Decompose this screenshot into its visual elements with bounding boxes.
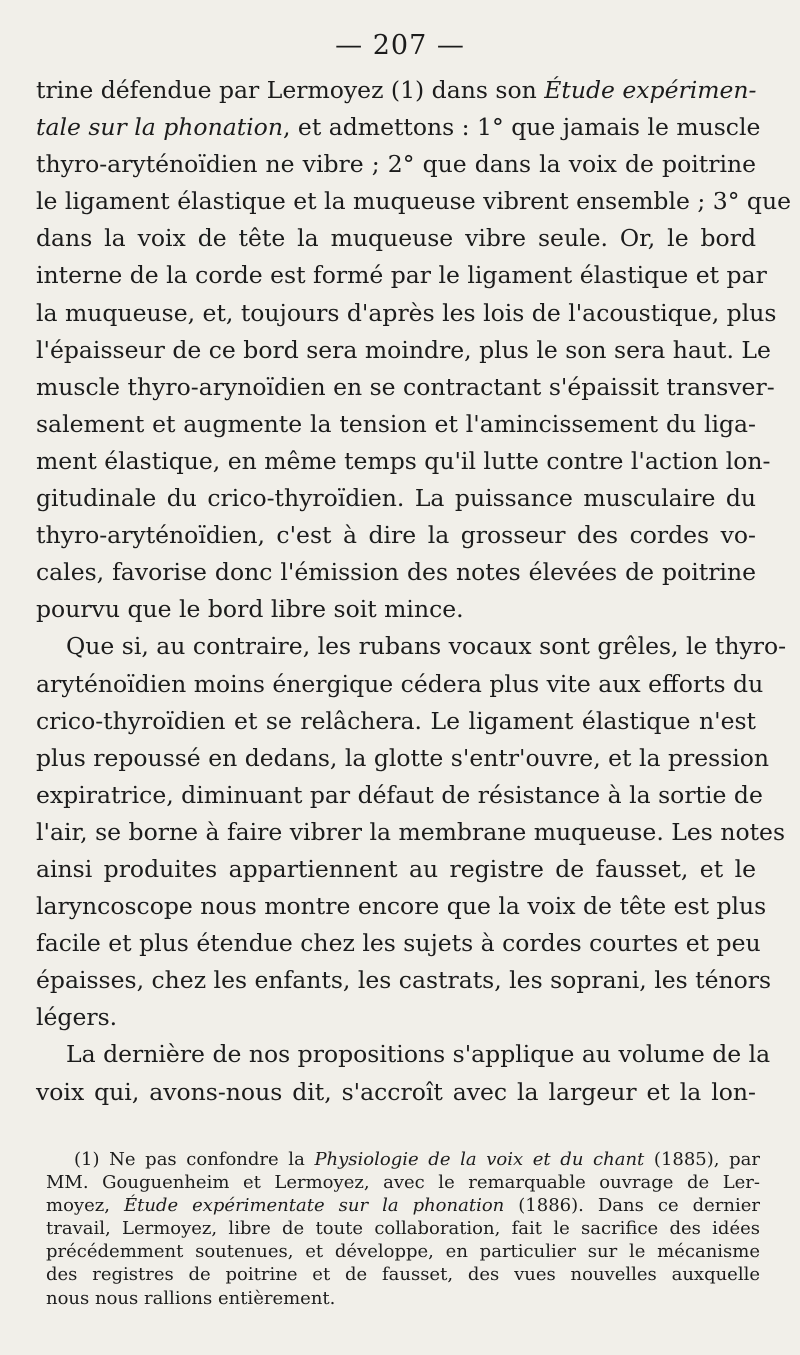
footnote-line: travail, Lermoyez, libre de toute collaboration, fait le sacrifice des idées <box>46 1218 760 1240</box>
text-line: l'épaisseur de ce bord sera moindre, plus le son sera haut. Le <box>36 335 771 364</box>
page-number: — 207 — <box>335 30 465 61</box>
text-line: salement et augmente la tension et l'amincissement du liga- <box>36 409 756 438</box>
text-line: crico-thyroïdien et se relâchera. Le ligament élastique n'est <box>36 706 756 735</box>
text-line: ainsi produites appartiennent au registre de fausset, et le <box>36 854 756 883</box>
text-line: voix qui, avons-nous dit, s'accroît avec la largeur et la lon- <box>36 1077 756 1106</box>
text-line: l'air, se borne à faire vibrer la membrane muqueuse. Les notes <box>36 817 786 846</box>
footnote-line: moyez, Étude expérimentate sur la phonation (1886). Dans ce dernier <box>46 1195 760 1217</box>
text-line: La dernière de nos propositions s'applique au volume de la <box>66 1040 771 1069</box>
text-line: expiratrice, diminuant par défaut de résistance à la sortie de <box>36 780 763 809</box>
text-line: aryténoïdien moins énergique cédera plus vite aux efforts du <box>36 669 764 698</box>
text-line: légers. <box>36 1003 118 1032</box>
text-line: interne de la corde est formé par le ligament élastique et par <box>36 261 767 290</box>
footnote-line: nous nous rallions entièrement. <box>46 1287 336 1309</box>
text-line: muscle thyro-arynoïdien en se contractant s'épaissit transver- <box>36 372 775 401</box>
text-line: facile et plus étendue chez les sujets à cordes courtes et peu <box>36 929 761 958</box>
text-line: thyro-aryténoïdien, c'est à dire la grosseur des cordes vo- <box>36 521 756 550</box>
text-line: épaisses, chez les enfants, les castrats, les soprani, les ténors <box>36 966 772 995</box>
body-text <box>36 72 792 1111</box>
text-line: laryncoscope nous montre encore que la voix de tête est plus <box>36 892 767 921</box>
text-line: plus repoussé en dedans, la glotte s'entr'ouvre, et la pression <box>36 743 770 772</box>
footnote-line: MM. Gouguenheim et Lermoyez, avec le remarquable ouvrage de Ler- <box>46 1172 760 1194</box>
text-line: tale sur la phonation, et admettons : 1° que jamais le muscle <box>36 113 761 142</box>
text-line: la muqueuse, et, toujours d'après les lois de l'acoustique, plus <box>36 298 777 327</box>
footnote <box>46 1148 760 1310</box>
text-line: Que si, au contraire, les rubans vocaux sont grêles, le thyro- <box>66 632 787 661</box>
text-line: ment élastique, en même temps qu'il lutte contre l'action lon- <box>36 446 771 475</box>
text-line: gitudinale du crico-thyroïdien. La puissance musculaire du <box>36 484 756 513</box>
text-line: cales, favorise donc l'émission des notes élevées de poitrine <box>36 558 756 587</box>
footnote-line: (1) Ne pas confondre la Physiologie de la voix et du chant (1885), par <box>74 1149 760 1170</box>
footnote-line: des registres de poitrine et de fausset, des vues nouvelles auxquelle <box>46 1264 760 1286</box>
text-line: le ligament élastique et la muqueuse vibrent ensemble ; 3° que <box>36 187 792 216</box>
text-line: thyro-aryténoïdien ne vibre ; 2° que dans la voix de poitrine <box>36 150 756 179</box>
text-line: trine défendue par Lermoyez (1) dans son Étude expérimen- <box>36 76 757 104</box>
text-line: pourvu que le bord libre soit mince. <box>36 595 464 624</box>
text-line: dans la voix de tête la muqueuse vibre seule. Or, le bord <box>36 224 756 253</box>
footnote-line: précédemment soutenues, et développe, en particulier sur le mécanisme <box>46 1241 760 1263</box>
